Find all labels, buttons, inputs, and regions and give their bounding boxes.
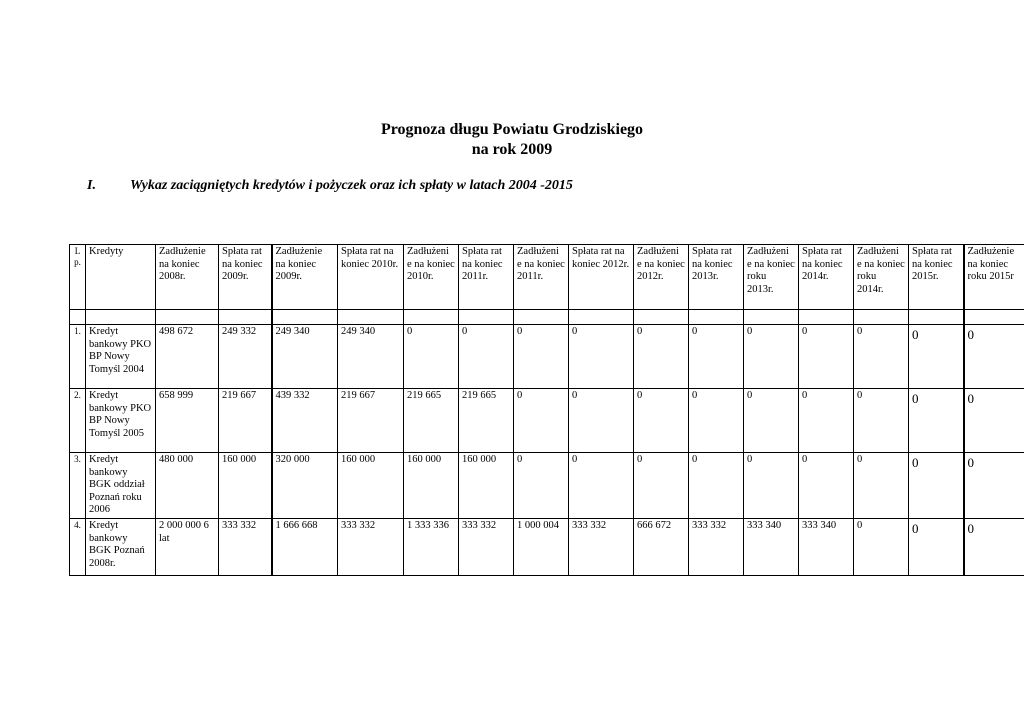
value-cell: 320 000 [272,453,338,519]
value-cell: 333 332 [569,518,634,575]
value-cell: 0 [569,389,634,453]
value-cell: 0 [909,453,964,519]
value-cell: 249 340 [272,325,338,389]
table-row [70,453,1024,519]
value-cell: 480 000 [156,453,219,519]
value-cell: 0 [744,325,799,389]
value-cell: 0 [799,325,854,389]
value-cell: 0 [514,389,569,453]
value-cell: 658 999 [156,389,219,453]
value-cell: 0 [569,453,634,519]
value-cell: 0 [634,453,689,519]
header-cell: Spłata rat na koniec 2014r. [799,245,854,310]
value-cell: 0 [404,325,459,389]
row-number-cell: 2. [70,389,86,453]
document-title: Prognoza długu Powiatu Grodziskiego [380,121,644,138]
value-cell: 249 332 [219,325,272,389]
document-subtitle: na rok 2009 [471,141,553,158]
value-cell: 219 665 [404,389,459,453]
value-cell: 0 [909,518,964,575]
value-cell: 333 340 [799,518,854,575]
value-cell: 333 332 [219,518,272,575]
value-cell: 1 333 336 [404,518,459,575]
header-cell: Zadłużenie na koniec 2008r. [156,245,219,310]
value-cell: 0 [569,325,634,389]
header-cell: Spłata rat na koniec 2011r. [459,245,514,310]
value-cell: 333 340 [744,518,799,575]
header-cell: Zadłużeni e na koniec 2012r. [634,245,689,310]
value-cell: 219 667 [338,389,404,453]
value-cell: 0 [909,389,964,453]
header-cell: L p. [70,245,86,310]
value-cell: 160 000 [404,453,459,519]
credit-name-cell: Kredyt bankowy BGK oddział Poznań roku 2006 [86,453,156,519]
value-cell: 333 332 [338,518,404,575]
value-cell: 0 [854,325,909,389]
value-cell: 1 666 668 [272,518,338,575]
header-cell: Spłata rat na koniec 2009r. [219,245,272,310]
section-title: Wykaz zaciągniętych kredytów i pożyczek oraz ich spłaty w latach 2004 -2015 [130,178,573,193]
row-number-cell: 4. [70,518,86,575]
table-row [70,389,1024,453]
value-cell: 0 [634,325,689,389]
value-cell: 0 [689,325,744,389]
value-cell: 0 [634,389,689,453]
value-cell: 1 000 004 [514,518,569,575]
header-cell: Kredyty [86,245,156,310]
header-cell: Zadłużeni e na koniec 2011r. [514,245,569,310]
header-cell: Zadłużeni e na koniec 2010r. [404,245,459,310]
value-cell: 219 667 [219,389,272,453]
value-cell: 0 [459,325,514,389]
row-number-cell: 3. [70,453,86,519]
table-header-row [70,245,1024,310]
value-cell: 0 [514,453,569,519]
value-cell: 0 [689,453,744,519]
value-cell: 249 340 [338,325,404,389]
value-cell: 219 665 [459,389,514,453]
section-number: I. [87,178,96,193]
value-cell: 0 [744,389,799,453]
header-cell: Zadłużeni e na koniec roku 2013r. [744,245,799,310]
table-row [70,325,1024,389]
value-cell: 0 [854,518,909,575]
header-cell: Spłata rat na koniec 2010r. [338,245,404,310]
value-cell: 0 [744,453,799,519]
header-cell: Zadłużeni e na koniec roku 2014r. [854,245,909,310]
value-cell: 0 [854,389,909,453]
table-spacer-row [70,310,1024,325]
value-cell: 0 [514,325,569,389]
value-cell: 498 672 [156,325,219,389]
credit-table [69,244,1024,576]
header-cell: Zadłużenie na koniec 2009r. [272,245,338,310]
value-cell: 2 000 000 6 lat [156,518,219,575]
row-number-cell: 1. [70,325,86,389]
value-cell: 160 000 [338,453,404,519]
value-cell: 0 [909,325,964,389]
credit-name-cell: Kredyt bankowy PKO BP Nowy Tomyśl 2004 [86,325,156,389]
value-cell: 0 [799,453,854,519]
header-cell: Spłata rat na koniec 2013r. [689,245,744,310]
value-cell: 0 [799,389,854,453]
value-cell: 333 332 [689,518,744,575]
value-cell: 160 000 [219,453,272,519]
table-row [70,518,1024,575]
value-cell: 0 [964,389,1024,453]
value-cell: 439 332 [272,389,338,453]
value-cell: 0 [964,453,1024,519]
credit-name-cell: Kredyt bankowy PKO BP Nowy Tomyśl 2005 [86,389,156,453]
value-cell: 0 [964,518,1024,575]
value-cell: 160 000 [459,453,514,519]
value-cell: 666 672 [634,518,689,575]
value-cell: 0 [689,389,744,453]
credit-name-cell: Kredyt bankowy BGK Poznań 2008r. [86,518,156,575]
header-cell: Spłata rat na koniec 2015r. [909,245,964,310]
value-cell: 0 [854,453,909,519]
value-cell: 333 332 [459,518,514,575]
value-cell: 0 [964,325,1024,389]
header-cell: Zadłużenie na koniec roku 2015r [964,245,1024,310]
header-cell: Spłata rat na koniec 2012r. [569,245,634,310]
